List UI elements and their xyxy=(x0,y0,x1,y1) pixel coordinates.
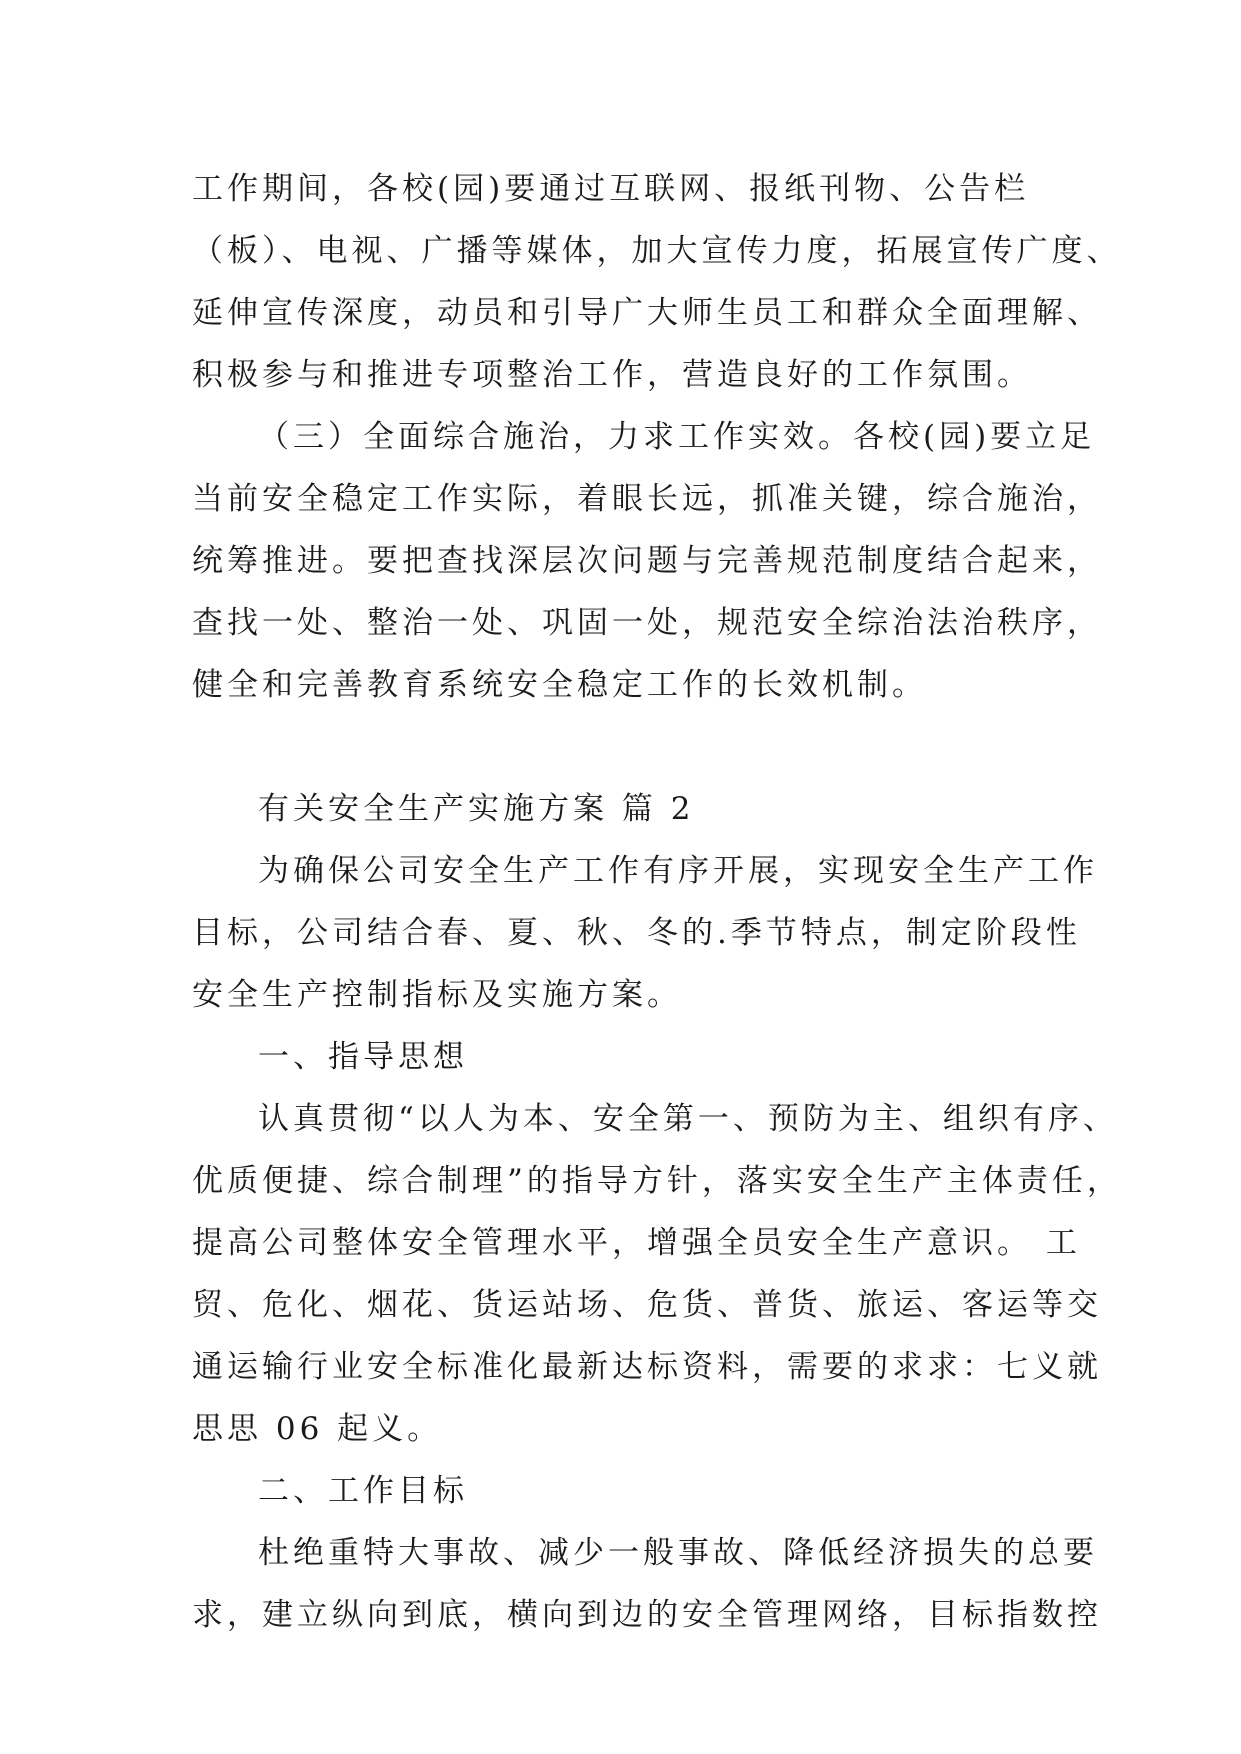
text-line: 通运输行业安全标准化最新达标资料，需要的求求：七义就 xyxy=(192,1349,1102,1385)
text-line: 查找一处、整治一处、巩固一处，规范安全综治法治秩序， xyxy=(192,605,1102,641)
text-line: 提高公司整体安全管理水平，增强全员安全生产意识。 工 xyxy=(192,1225,1081,1261)
text-line: 延伸宣传深度，动员和引导广大师生员工和群众全面理解、 xyxy=(192,295,1102,331)
text-line: （板）、电视、广播等媒体，加大宣传力度，拓展宣传广度、 xyxy=(192,233,1122,269)
text-line: 杜绝重特大事故、减少一般事故、降低经济损失的总要 xyxy=(258,1535,1098,1571)
text-line: 目标，公司结合春、夏、秋、冬的.季节特点，制定阶段性 xyxy=(192,915,1081,951)
text-line: 求，建立纵向到底，横向到边的安全管理网络，目标指数控 xyxy=(192,1597,1102,1633)
subheading: 二、工作目标 xyxy=(258,1473,468,1509)
text-line: 贸、危化、烟花、货运站场、危货、普货、旅运、客运等交 xyxy=(192,1287,1102,1323)
text-line: 积极参与和推进专项整治工作，营造良好的工作氛围。 xyxy=(192,357,1032,393)
document-body xyxy=(192,158,1122,1646)
text-line: 思思 06 起义。 xyxy=(192,1411,443,1447)
text-line: 当前安全稳定工作实际，着眼长远，抓准关键，综合施治， xyxy=(192,481,1102,517)
text-line: 健全和完善教育系统安全稳定工作的长效机制。 xyxy=(192,667,927,703)
text-line: 优质便捷、综合制理”的指导方针，落实安全生产主体责任， xyxy=(192,1163,1122,1199)
text-line: 为确保公司安全生产工作有序开展，实现安全生产工作 xyxy=(258,853,1098,889)
section-heading: 有关安全生产实施方案 篇 2 xyxy=(258,791,695,827)
text-line: 统筹推进。要把查找深层次问题与完善规范制度结合起来， xyxy=(192,543,1102,579)
blank-line xyxy=(192,716,1072,778)
text-line: 安全生产控制指标及实施方案。 xyxy=(192,977,682,1013)
text-line: 工作期间，各校(园)要通过互联网、报纸刊物、公告栏 xyxy=(192,171,1030,207)
subheading: 一、指导思想 xyxy=(258,1039,468,1075)
text-line: （三）全面综合施治，力求工作实效。各校(园)要立足 xyxy=(258,419,1096,455)
text-line: 认真贯彻“以人为本、安全第一、预防为主、组织有序、 xyxy=(258,1101,1118,1137)
